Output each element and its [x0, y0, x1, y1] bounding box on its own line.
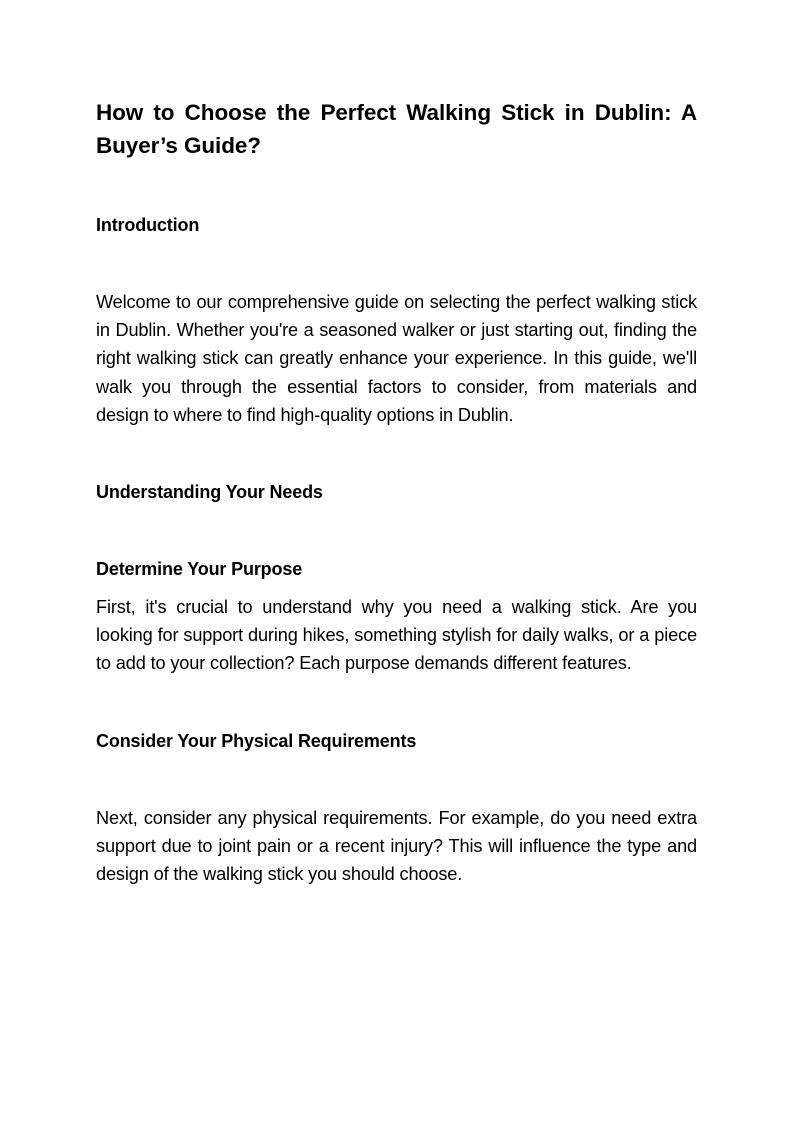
heading-physical-requirements: Consider Your Physical Requirements	[96, 730, 417, 751]
heading-understanding-your-needs: Understanding Your Needs	[96, 482, 323, 503]
paragraph-determine-your-purpose: First, it's crucial to understand why you need a walking stick. Are you looking for support during hikes, something stylish for daily walks, or a piece to add to your collection? Each purpose demands different features.	[96, 597, 697, 674]
paragraph-introduction: Welcome to our comprehensive guide on selecting the perfect walking stick in Dublin. Whether you're a seasoned walker or just starting out, finding the right walking stick can greatly enhance your experience. In this guide, we'll walk you through the essential factors to consider, from materials and design to where to find high-quality options in Dublin.	[96, 292, 697, 425]
page-title: How to Choose the Perfect Walking Stick in Dublin: A Buyer’s Guide?	[96, 100, 697, 158]
heading-introduction: Introduction	[96, 215, 200, 235]
paragraph-physical-requirements: Next, consider any physical requirements. For example, do you need extra support due to joint pain or a recent injury? This will influence the type and design of the walking stick you should choose.	[96, 807, 697, 885]
heading-determine-your-purpose: Determine Your Purpose	[96, 559, 303, 580]
document-body	[96, 96, 697, 888]
